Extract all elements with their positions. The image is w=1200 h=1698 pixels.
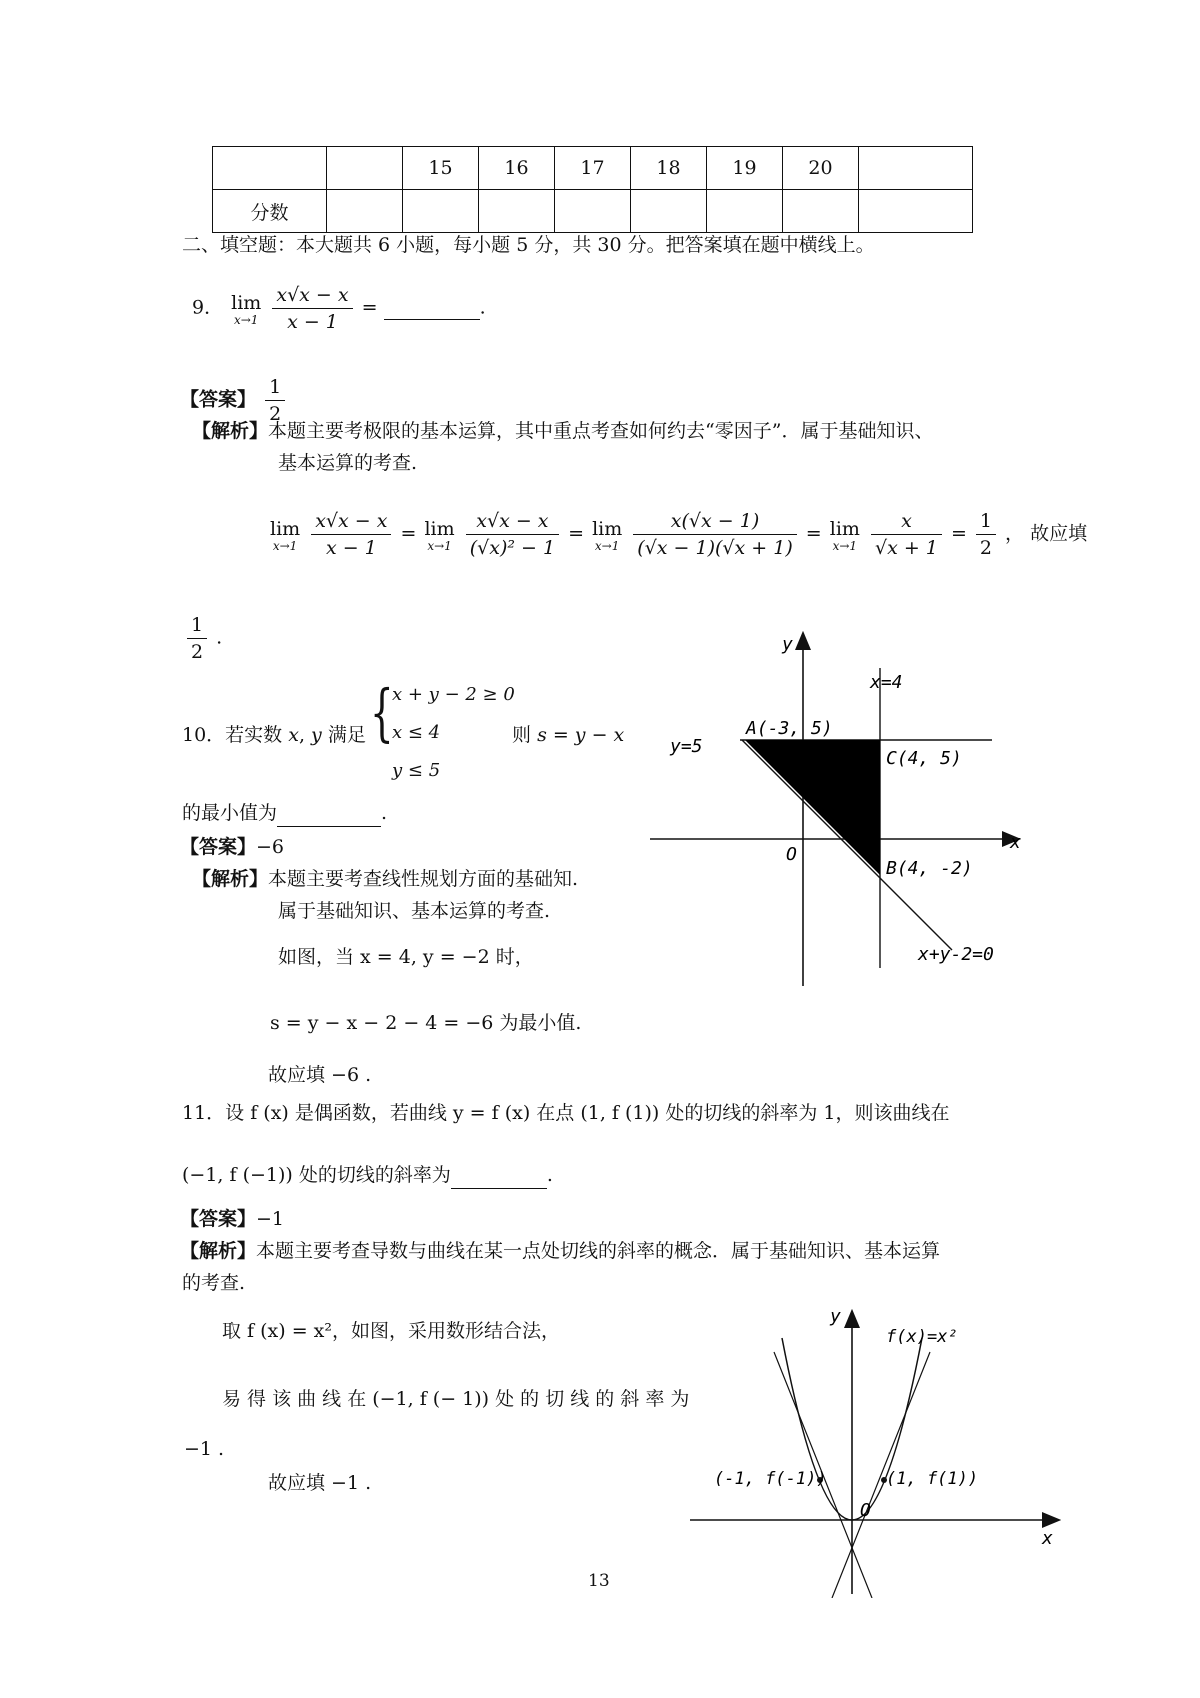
analysis-tag: 【解析】 xyxy=(192,420,269,442)
parabola-graph xyxy=(690,1298,1070,1598)
q9-question: 9． lim x→1 $\frac{x√x - x}{x - 1}$ = . xyxy=(192,284,486,333)
point-b-label: B(4, -2) xyxy=(886,858,973,879)
y-axis-label: y xyxy=(782,634,793,655)
q9-derivation: lim x→1 $\frac{x√x - x}{x - 1}$ = lim x→1 $\frac{x√x - x}{\text{(√x)² − 1}}$ = lim x→1 $\frac{x(√x - 1)}{(√x - 1)(√x + 1)}$ = lim x→1 $\frac{x}{√x + 1}$ = $\frac{1}{2}$ ， 故应填 xyxy=(270,510,1088,559)
q11-take-line: 取 f (x) = x²，如图，采用数形结合法， xyxy=(222,1320,560,1342)
fraction-num: 1 xyxy=(187,614,207,639)
q9-analysis-line1 xyxy=(192,418,933,444)
q10-target: 则 s = y − x xyxy=(512,724,625,746)
q10-number: 10．若实数 xyxy=(182,724,283,746)
q10-analysis-line2: 属于基础知识、基本运算的考查. xyxy=(278,900,551,922)
q10-s-line: s = y − x − 2 − 4 = −6 为最小值. xyxy=(270,1012,582,1034)
table-cell: 17 xyxy=(555,147,631,190)
fraction-num: 1 xyxy=(265,376,285,401)
table-cell: 19 xyxy=(707,147,783,190)
q10-analysis-line1 xyxy=(192,866,578,892)
answer-value: −1 xyxy=(256,1208,285,1230)
q9-final: $\frac{1}{2}$ . xyxy=(184,614,222,663)
q9-number: 9． xyxy=(192,296,224,319)
x-axis-label: x xyxy=(1010,832,1021,853)
table-cell xyxy=(707,190,783,233)
limit-symbol: lim x→1 xyxy=(424,517,455,553)
q11-question-line1: 11．设 f (x) 是偶函数，若曲线 y = f (x) 在点 (1, f (1)) 处的切线的斜率为 1，则该曲线在 xyxy=(182,1102,950,1124)
point-right-label: (1, f(1)) xyxy=(886,1469,979,1489)
q10-answer xyxy=(180,834,284,860)
x4-label: x=4 xyxy=(870,672,903,693)
function-label: f(x)=x² xyxy=(886,1327,958,1347)
q10-fill-line: 故应填 −6 . xyxy=(268,1064,372,1086)
q11-question-text: (−1, f (−1)) 处的切线的斜率为 xyxy=(182,1164,451,1186)
q11-analysis-line2: 的考查. xyxy=(182,1272,246,1294)
step-fraction: $\frac{x}{√x + 1}$ xyxy=(871,510,942,559)
point-left-label: (-1, f(-1)) xyxy=(714,1469,827,1489)
q11-minus1-line: −1 . xyxy=(184,1438,225,1460)
q11-answer xyxy=(180,1206,284,1232)
q10-then: 则 xyxy=(512,724,532,746)
q11-question-line2: (−1, f (−1)) 处的切线的斜率为 . xyxy=(182,1162,553,1189)
table-cell: 18 xyxy=(631,147,707,190)
table-cell xyxy=(213,147,327,190)
step-fraction: $\frac{x(√x - 1)}{(√x - 1)(√x + 1)}$ xyxy=(633,510,796,559)
score-table xyxy=(212,146,973,233)
q9-analysis-line2: 基本运算的考查. xyxy=(278,452,418,474)
table-cell: 20 xyxy=(783,147,859,190)
constraint-1: x + y − 2 ≥ 0 xyxy=(392,684,515,705)
q10-when-line: 如图，当 x = 4, y = −2 时， xyxy=(278,946,534,968)
final-fraction xyxy=(187,614,207,663)
answer-blank xyxy=(384,297,480,320)
fill-text: ， 故应填 xyxy=(1005,522,1088,545)
table-cell xyxy=(859,190,973,233)
q10-question: 10．若实数 x, y 满足 xyxy=(182,724,366,746)
q10-question-tail: 的最小值为 . xyxy=(182,800,387,827)
fraction-den: 2 xyxy=(191,641,204,663)
feasible-region xyxy=(745,740,880,875)
constraint-3: y ≤ 5 xyxy=(392,760,441,781)
table-cell xyxy=(327,190,403,233)
answer-blank xyxy=(451,1162,547,1189)
y5-label: y=5 xyxy=(670,736,703,757)
answer-value: −6 xyxy=(256,836,285,858)
answer-tag: 【答案】 xyxy=(180,388,257,411)
origin-label: O xyxy=(860,1500,871,1521)
analysis-tag: 【解析】 xyxy=(192,868,269,890)
limit-symbol: lim x→1 xyxy=(829,517,860,553)
step-fraction: $\frac{1}{2}$ xyxy=(976,510,996,559)
limit-symbol: lim x→1 xyxy=(270,517,301,553)
feasible-region-graph xyxy=(650,628,1030,988)
y-axis-label: y xyxy=(830,1306,841,1327)
q9-fraction: $\frac{x√x - x}{x - 1}$ xyxy=(272,284,352,333)
answer-tag: 【答案】 xyxy=(180,836,257,858)
limit-symbol: lim x→1 xyxy=(231,291,262,327)
point-a-label: A(-3, 5) xyxy=(746,718,833,739)
answer-tag: 【答案】 xyxy=(180,1208,257,1230)
q11-fill-line: 故应填 −1 . xyxy=(268,1472,372,1494)
table-row xyxy=(213,190,973,233)
table-row xyxy=(213,147,973,190)
table-cell xyxy=(783,190,859,233)
table-cell: 15 xyxy=(403,147,479,190)
step-fraction: $\frac{x√x - x}{\text{(√x)² − 1}}$ xyxy=(466,510,559,559)
page-number: 13 xyxy=(588,1571,610,1591)
table-cell xyxy=(631,190,707,233)
system-brace: { xyxy=(370,676,394,749)
analysis-text: 本题主要考极限的基本运算，其中重点考查如何约去“零因子”．属于基础知识、 xyxy=(268,420,934,442)
table-cell xyxy=(327,147,403,190)
point-c-label: C(4, 5) xyxy=(886,748,962,769)
q10-tail-text: 的最小值为 xyxy=(182,802,278,824)
table-cell xyxy=(859,147,973,190)
fraction-den: 2 xyxy=(269,403,282,425)
q10-cond-text: 满足 xyxy=(327,724,366,746)
origin-label: O xyxy=(786,844,797,865)
analysis-text: 本题主要考查导数与曲线在某一点处切线的斜率的概念．属于基础知识、基本运算 xyxy=(256,1240,941,1262)
table-cell: 16 xyxy=(479,147,555,190)
table-cell xyxy=(555,190,631,233)
limit-symbol: lim x→1 xyxy=(592,517,623,553)
section-header: 二、填空题：本大题共 6 小题，每小题 5 分，共 30 分。把答案填在题中横线上。 xyxy=(182,234,875,256)
score-label: 分数 xyxy=(213,190,327,233)
line-equation-label: x+y-2=0 xyxy=(918,944,994,965)
x-axis-label: x xyxy=(1042,1528,1053,1549)
step-fraction: $\frac{x√x - x}{x - 1}$ xyxy=(311,510,391,559)
table-cell xyxy=(403,190,479,233)
analysis-text: 本题主要考查线性规划方面的基础知. xyxy=(268,868,579,890)
table-cell xyxy=(479,190,555,233)
constraint-2: x ≤ 4 xyxy=(392,722,441,743)
q11-easy-line: 易 得 该 曲 线 在 (−1, f (− 1)) 处 的 切 线 的 斜 率 为 xyxy=(222,1388,690,1410)
analysis-tag: 【解析】 xyxy=(180,1240,257,1262)
answer-blank xyxy=(277,800,381,827)
q11-analysis-line1 xyxy=(180,1238,940,1264)
